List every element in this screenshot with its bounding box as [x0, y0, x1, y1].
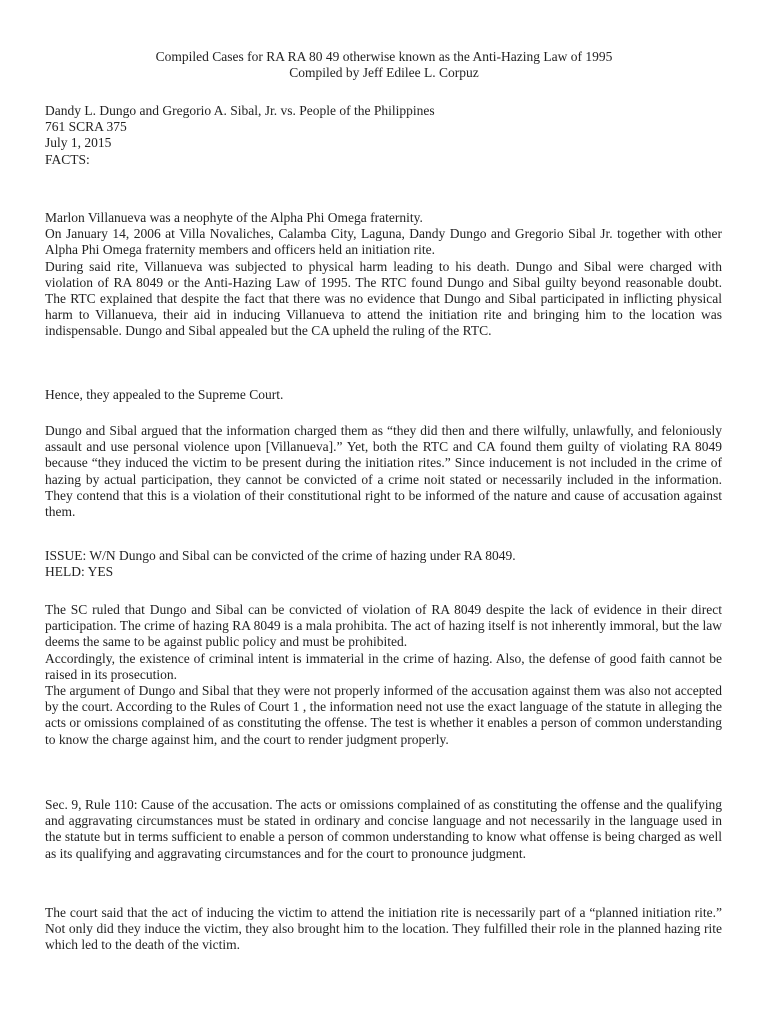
conclusion-paragraph: The court said that the act of inducing the victim to attend the initiation rite is necessarily part of a “planned initiation rite.” Not only did they induce the victim, they also brought him to the location. They fulfilled their role in the planned hazing rite which led to the death of the victim.	[45, 905, 722, 953]
argument-paragraph: Dungo and Sibal argued that the information charged them as “they did then and there wilfully, unlawfully, and feloniously assault and use personal violence upon [Villanueva].” Yet, both the RTC and CA found them guilty of violating RA 8049 because “they induced the victim to be present during the initiation rites.” Since inducement is not included in the crime of hazing by actual participation, they cannot be convicted of a crime noit stated or necessarily included in the information. They contend that this is a violation of their constitutional right to be informed of the nature and cause of accusation against them.	[45, 423, 722, 520]
document-title: Compiled Cases for RA RA 80 49 otherwise known as the Anti-Hazing Law of 1995	[155, 49, 613, 64]
document-header	[0, 49, 768, 81]
ruling-paragraph-3: The argument of Dungo and Sibal that they were not properly informed of the accusation against them was also not accepted by the court. According to the Rules of Court 1 , the information need not use the exact language of the statute in alleging the acts or omissions complained of as constituting the offense. The test is whether it enables a person of common understanding to know the charge against him, and the court to render judgment properly.	[45, 683, 722, 747]
rule-paragraph: Sec. 9, Rule 110: Cause of the accusation. The acts or omissions complained of as constituting the offense and the qualifying and aggravating circumstances must be stated in ordinary and concise language and not necessarily in the language used in the statute but in terms sufficient to enable a person of common understanding to know what offense is being charged as well as its qualifying and aggravating circumstances and for the court to pronounce judgment.	[45, 797, 722, 861]
facts-heading: FACTS:	[45, 151, 90, 167]
facts-paragraph-3: During said rite, Villanueva was subjected to physical harm leading to his death. Dungo and Sibal were charged with violation of RA 8049 or the Anti-Hazing Law of 1995. The RTC found Dungo and Sibal guilty beyond reasonable doubt. The RTC explained that despite the fact that there was no evidence that Dungo and Sibal participated in inflicting physical harm to Villanueva, their aid in inducing Villanueva to attend the initiation rite and bringing him to the location was indispensable. Dungo and Sibal appealed but the CA upheld the ruling of the RTC.	[45, 258, 722, 339]
ruling-paragraph-1: The SC ruled that Dungo and Sibal can be convicted of violation of RA 8049 despite the lack of evidence in their direct participation. The crime of hazing RA 8049 is a mala prohibita. The act of hazing itself is not inherently immoral, but the law deems the same to be against public policy and must be prohibited.	[45, 602, 722, 650]
ruling-paragraph-2: Accordingly, the existence of criminal intent is immaterial in the crime of hazing. Also, the defense of good faith cannot be raised in its prosecution.	[45, 650, 722, 682]
ruling-section	[45, 602, 722, 748]
issue-line: ISSUE: W/N Dungo and Sibal can be convicted of the crime of hazing under RA 8049.	[45, 548, 516, 563]
compiler-line: Compiled by Jeff Edilee L. Corpuz	[289, 65, 479, 81]
facts-section	[45, 210, 722, 340]
case-parties: Dandy L. Dungo and Gregorio A. Sibal, Jr. vs. People of the Philippines	[45, 103, 435, 118]
facts-paragraph-1: Marlon Villanueva was a neophyte of the Alpha Phi Omega fraternity.	[45, 210, 423, 225]
issue-section	[45, 548, 722, 580]
rule-section	[45, 797, 722, 862]
case-citation: 761 SCRA 375	[45, 119, 127, 135]
held-line: HELD: YES	[45, 564, 114, 580]
case-info	[45, 103, 722, 168]
case-date: July 1, 2015	[45, 135, 112, 151]
facts-paragraph-2: On January 14, 2006 at Villa Novaliches, Calamba City, Laguna, Dandy Dungo and Gregorio Sibal Jr. together with other Alpha Phi Omega fraternity members and officers held an initiation rite.	[45, 226, 722, 258]
conclusion-section	[45, 905, 722, 954]
argument-section	[45, 423, 722, 520]
appeal-paragraph: Hence, they appealed to the Supreme Court.	[45, 387, 284, 402]
appeal-section	[45, 387, 722, 403]
